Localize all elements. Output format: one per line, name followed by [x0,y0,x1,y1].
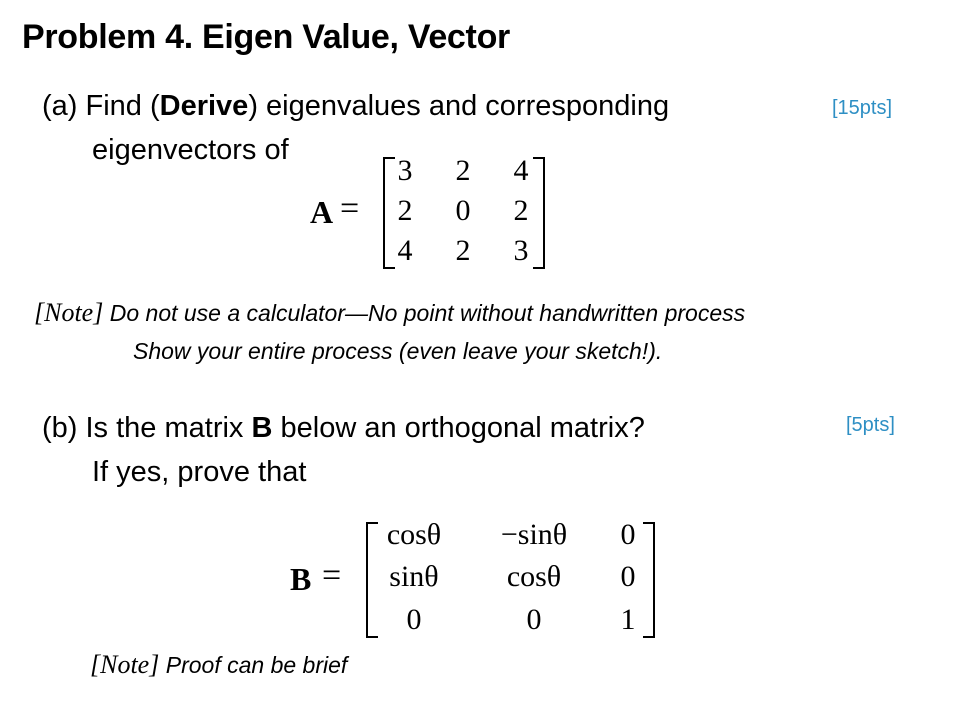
matrix-a-cell: 2 [513,194,529,227]
part-b-prefix: (b) Is the matrix [42,412,252,444]
page-title: Problem 4. Eigen Value, Vector [22,18,510,56]
matrix-b-cell: −sinθ [500,518,568,551]
matrix-a-cell: 2 [397,194,413,227]
matrix-b-cell: 0 [526,603,542,636]
matrix-a-cell: 2 [455,154,471,187]
matrix-b-label: B [290,561,312,597]
part-a-question-line2: eigenvectors of [92,134,289,166]
part-a-suffix: ) eigenvalues and corresponding [248,90,670,122]
matrix-a-cell: 3 [513,234,529,267]
matrix-a-cell: 4 [513,154,529,187]
part-b-suffix: below an orthogonal matrix? [272,412,645,444]
part-a-note-tag: [Note] [34,298,104,327]
matrix-b-cell: cosθ [506,560,562,593]
part-a-note-text: Do not use a calculator—No point without handwritten process [103,300,746,326]
matrix-b-cell: sinθ [389,560,439,593]
matrix-b-cell: 0 [620,560,636,593]
matrix-b-cell: 1 [620,603,636,636]
part-b-question-line1 [42,412,645,445]
part-a-bold-word: Derive [159,90,249,122]
matrix-b-equals: = [322,557,342,594]
matrix-b-cell: 0 [620,518,636,551]
part-b-question-line2: If yes, prove that [92,456,307,488]
matrix-a-cell: 2 [455,234,471,267]
matrix-a-label: A [310,194,334,230]
part-b-points: [5pts] [846,414,895,436]
matrix-a-cell: 0 [455,194,471,227]
matrix-a-cell: 4 [397,234,413,267]
part-b-note-text: Proof can be brief [159,652,348,678]
part-a-note-line2: Show your entire process (even leave your sketch!). [133,338,663,364]
part-b-note [90,650,347,680]
matrix-a-cell: 3 [397,154,413,187]
matrix-a-equals: = [340,190,360,227]
part-a-prefix: (a) Find ( [42,90,160,122]
matrix-b-cell: cosθ [386,518,442,551]
part-a-points: [15pts] [832,97,893,119]
part-b-note-tag: [Note] [90,650,160,679]
part-a-question-line1 [42,90,669,123]
matrix-b-cell: 0 [406,603,422,636]
part-b-bold-word: B [251,412,273,444]
part-a-note-line1 [34,298,745,328]
